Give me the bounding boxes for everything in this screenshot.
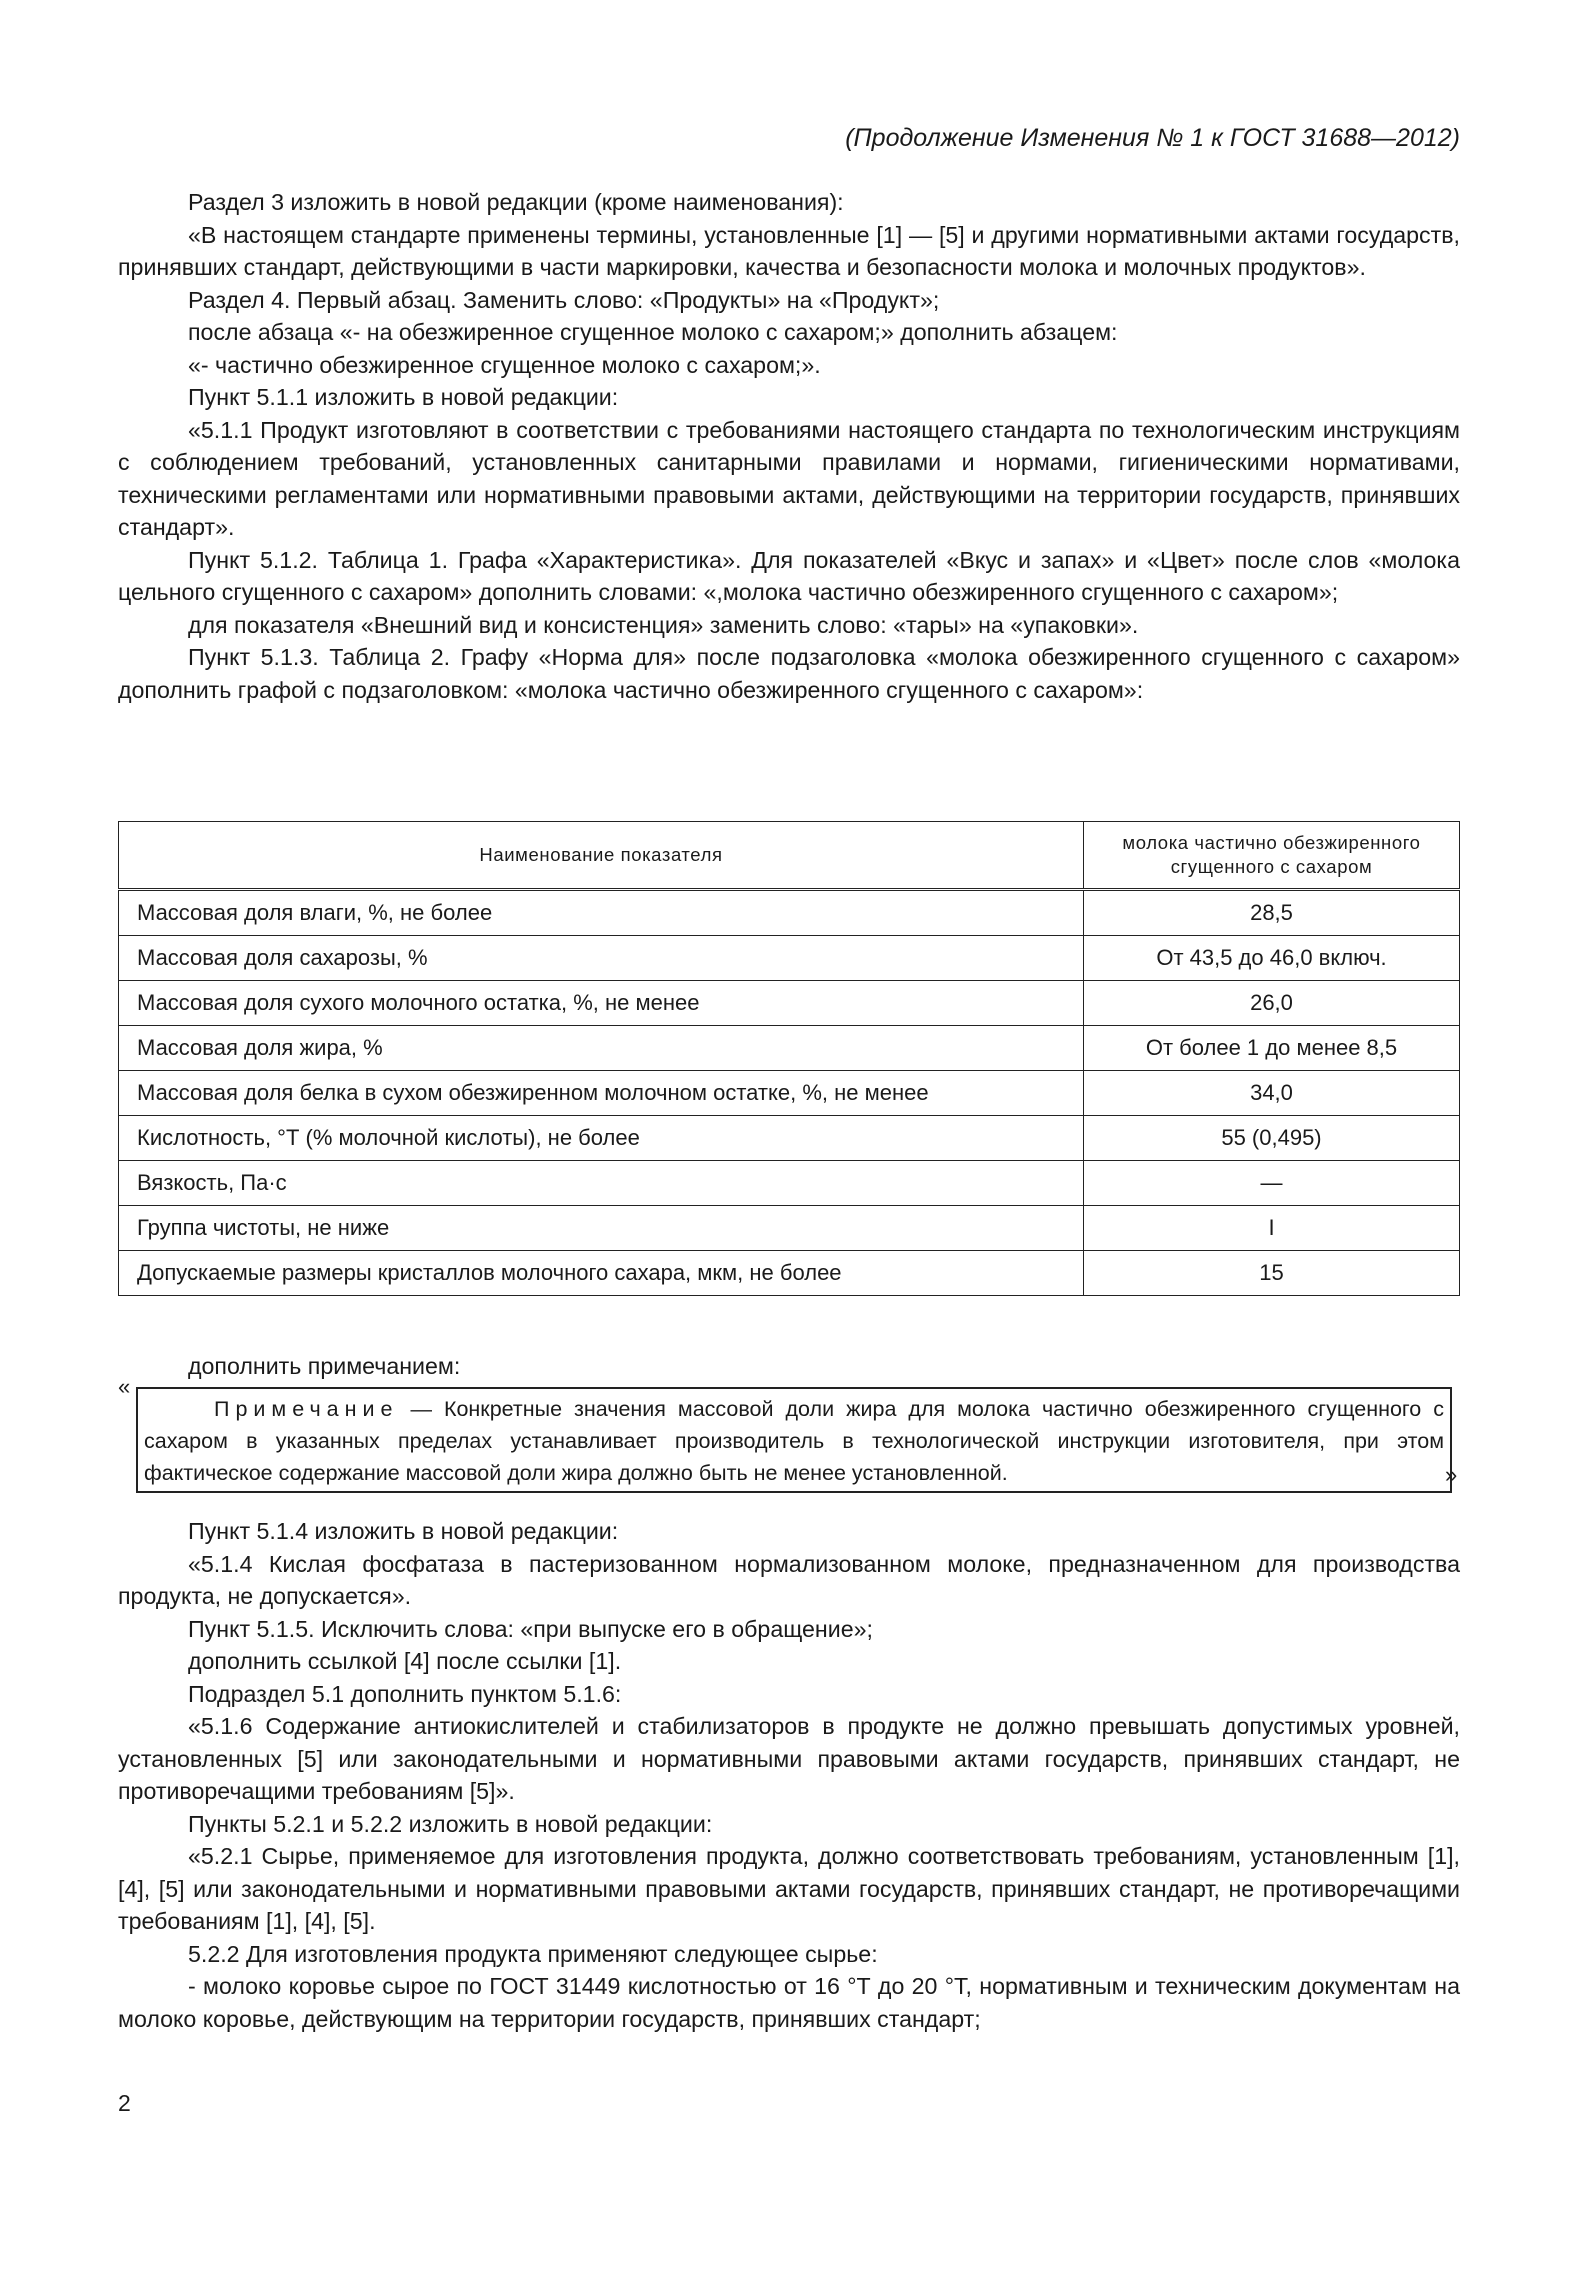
indicator-name: Массовая доля сахарозы, %: [119, 936, 1084, 981]
paragraph: «5.1.6 Содержание антиокислителей и стабилизаторов в продукте не должно превышать допустимых уровней, установленных [5] или законодательными и нормативными правовыми актами государств, принявших стандарт, не противоречащими требованиям [5]».: [118, 1713, 1460, 1804]
column-header-indicator: Наименование показателя: [119, 822, 1084, 890]
paragraph: после абзаца «- на обезжиренное сгущенное молоко с сахаром;» дополнить абзацем:: [188, 319, 1118, 345]
indicator-name: Массовая доля сухого молочного остатка, %, не менее: [119, 981, 1084, 1026]
indicator-value: I: [1084, 1206, 1460, 1251]
table-row: [119, 936, 1460, 981]
indicator-value: —: [1084, 1161, 1460, 1206]
table-row: [119, 1206, 1460, 1251]
note-box: [136, 1387, 1452, 1493]
paragraph: Раздел 4. Первый абзац. Заменить слово: «Продукты» на «Продукт»;: [188, 286, 940, 313]
page-number: 2: [118, 2090, 131, 2116]
note-intro: дополнить примечанием:: [188, 1353, 461, 1379]
page-header: (Продолжение Изменения № 1 к ГОСТ 31688—2012): [845, 124, 1460, 152]
paragraph: «5.1.4 Кислая фосфатаза в пастеризованном нормализованном молоке, предназначенном для производства продукта, не допускается».: [118, 1550, 1460, 1609]
indicator-name: Допускаемые размеры кристаллов молочного сахара, мкм, не более: [119, 1251, 1084, 1296]
table-row: [119, 1161, 1460, 1206]
quote-close-mark: »: [1445, 1462, 1458, 1487]
paragraph: - молоко коровье сырое по ГОСТ 31449 кислотностью от 16 °Т до 20 °Т, нормативным и техническим документам на молоко коровье, действующим на территории государств, принявших стандарт;: [118, 1973, 1460, 2032]
note-text: — Конкретные значения массовой доли жира для молока частично обезжиренного сгущенного с сахаром в указанных пределах устанавливает производитель в технологической инструкции изготовителя, при этом фактическое содержание массовой доли жира должно быть не менее установленной.: [144, 1397, 1444, 1485]
indicator-value: 34,0: [1084, 1071, 1460, 1116]
quote-open-mark: «: [118, 1374, 131, 1399]
indicator-name: Кислотность, °Т (% молочной кислоты), не более: [119, 1116, 1084, 1161]
indicator-name: Массовая доля белка в сухом обезжиренном молочном остатке, %, не менее: [119, 1071, 1084, 1116]
table-row: [119, 1116, 1460, 1161]
table-row: [119, 1251, 1460, 1296]
indicator-value: 55 (0,495): [1084, 1116, 1460, 1161]
column-header-norm: молока частично обезжиренного сгущенного с сахаром: [1084, 822, 1460, 890]
indicators-table: [118, 821, 1460, 1296]
paragraph: «5.2.1 Сырье, применяемое для изготовления продукта, должно соответствовать требованиям, установленным [1], [4], [5] или законодательными и нормативными правовыми актами государств, принявших стандарт, не противоречащими требованиям [1], [4], [5].: [118, 1843, 1460, 1934]
paragraph: 5.2.2 Для изготовления продукта применяют следующее сырье:: [188, 1940, 878, 1967]
note-label: Примечание: [214, 1397, 399, 1421]
paragraph: Раздел 3 изложить в новой редакции (кроме наименования):: [188, 189, 844, 215]
paragraph: Пункт 5.1.4 изложить в новой редакции:: [188, 1518, 619, 1544]
paragraph: Пункты 5.2.1 и 5.2.2 изложить в новой редакции:: [188, 1810, 713, 1837]
paragraph: для показателя «Внешний вид и консистенция» заменить слово: «тары» на «упаковки».: [188, 611, 1139, 638]
paragraph: Пункт 5.1.3. Таблица 2. Графу «Норма для» после подзаголовка «молока обезжиренного сгущенного с сахаром» дополнить графой с подзаголовком: «молока частично обезжиренного сгущенного с сахаром»:: [118, 644, 1460, 703]
paragraph: Подраздел 5.1 дополнить пунктом 5.1.6:: [188, 1680, 622, 1707]
body-text-bottom: [118, 1515, 1460, 2035]
indicator-name: Массовая доля жира, %: [119, 1026, 1084, 1071]
body-text-top: [118, 186, 1460, 706]
paragraph: «В настоящем стандарте применены термины, установленные [1] — [5] и другими нормативными актами государств, принявших стандарт, действующими в части маркировки, качества и безопасности молока и молочных продуктов».: [118, 221, 1460, 280]
indicator-value: От 43,5 до 46,0 включ.: [1084, 936, 1460, 981]
table-row: [119, 981, 1460, 1026]
indicator-value: 26,0: [1084, 981, 1460, 1026]
indicator-name: Массовая доля влаги, %, не более: [119, 890, 1084, 936]
table-header-row: [119, 822, 1460, 890]
indicator-name: Вязкость, Па·с: [119, 1161, 1084, 1206]
table-row: [119, 890, 1460, 936]
paragraph: Пункт 5.1.1 изложить в новой редакции:: [188, 384, 619, 410]
paragraph: Пункт 5.1.2. Таблица 1. Графа «Характеристика». Для показателей «Вкус и запах» и «Цвет» после слов «молока цельного сгущенного с сахаром» дополнить словами: «,молока частично обезжиренного сгущенного с сахаром»;: [118, 546, 1460, 605]
indicator-name: Группа чистоты, не ниже: [119, 1206, 1084, 1251]
paragraph: дополнить ссылкой [4] после ссылки [1].: [188, 1648, 622, 1674]
table-row: [119, 1026, 1460, 1071]
table-row: [119, 1071, 1460, 1116]
paragraph: «5.1.1 Продукт изготовляют в соответствии с требованиями настоящего стандарта по технологическим инструкциям с соблюдением требований, установленных санитарными правилами и нормами, гигиеническими нормативами, техническими регламентами или нормативными правовыми актами, действующими на территории государств, принявших стандарт».: [118, 416, 1460, 540]
paragraph: Пункт 5.1.5. Исключить слова: «при выпуске его в обращение»;: [188, 1615, 873, 1642]
paragraph: «- частично обезжиренное сгущенное молоко с сахаром;».: [188, 351, 821, 378]
indicator-value: 28,5: [1084, 890, 1460, 936]
indicator-value: 15: [1084, 1251, 1460, 1296]
indicator-value: От более 1 до менее 8,5: [1084, 1026, 1460, 1071]
